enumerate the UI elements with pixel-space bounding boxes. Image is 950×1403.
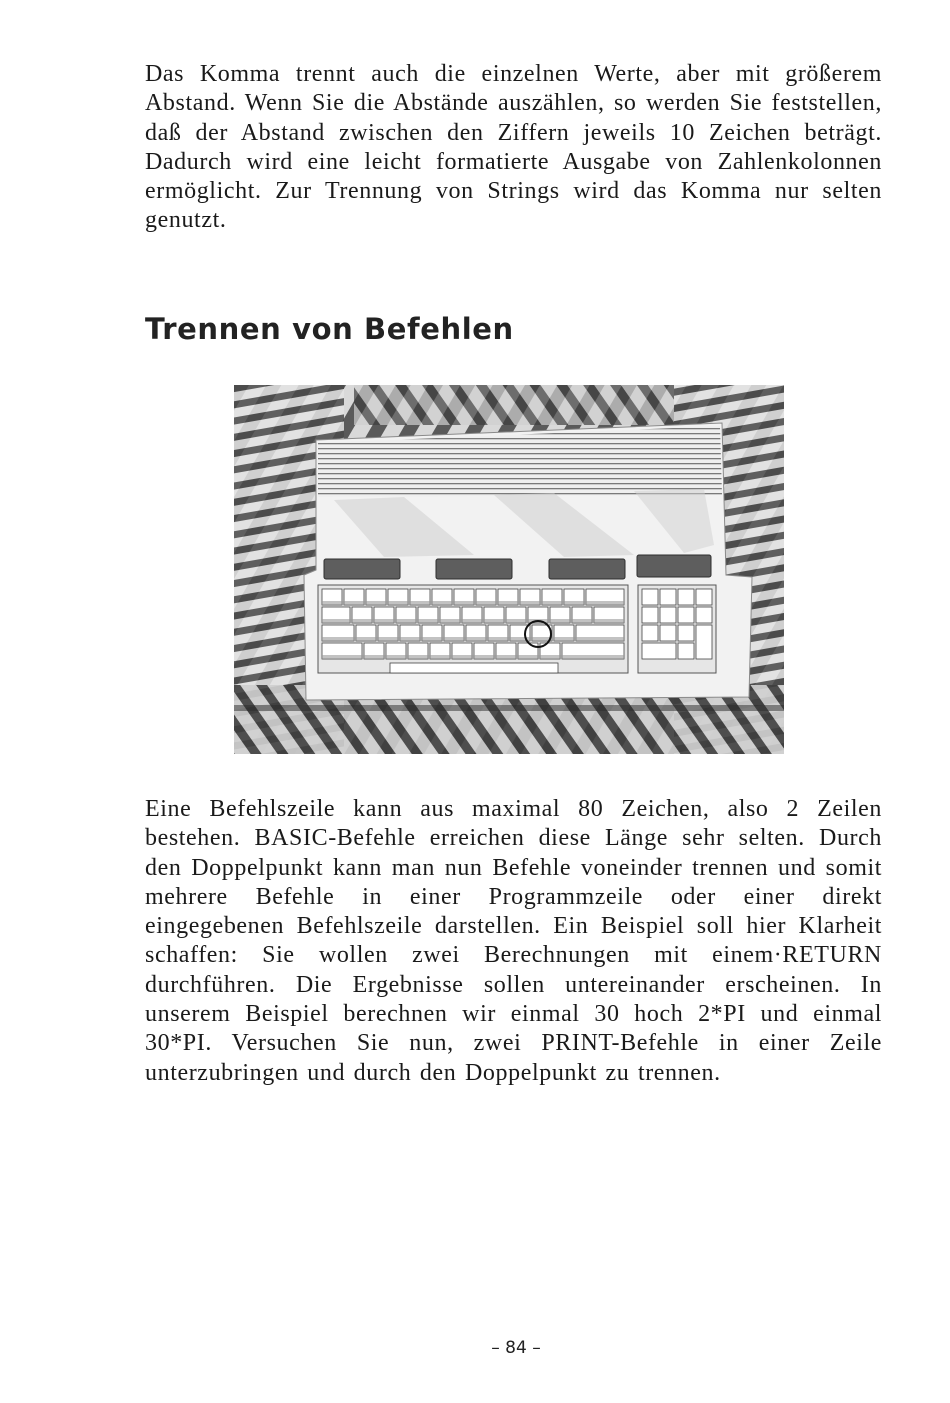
body-paragraph-1: Das Komma trennt auch die einzelnen Werte, aber mit größerem Abstand. Wenn Sie die Abstände auszählen, so werden Sie feststellen, daß der Abstand zwischen den Ziffern jeweils 10 Zeichen beträgt. Dadurch wird eine leicht formatierte Ausgabe von Zahlenkolonnen ermöglicht. Zur Trennung von Strings wird das Komma nur selten genutzt. (145, 61, 882, 234)
page-number: – 84 – (491, 1338, 541, 1358)
section-heading: Trennen von Befehlen (145, 312, 514, 346)
keyboard-photo (234, 385, 784, 754)
body-paragraph-2: Eine Befehlszeile kann aus maximal 80 Zeichen, also 2 Zeilen bestehen. BASIC-Befehle erreichen diese Länge sehr selten. Durch den Doppelpunkt kann man nun Befehle voneinder trennen und somit mehrere Befehle in einer Programmzeile oder einer direkt eingegebenen Befehlszeile darstellen. Ein Beispiel soll hier Klarheit schaffen: Sie wollen zwei Berechnungen mit einem·RETURN durchführen. Die Ergebnisse sollen untereinander erscheinen. In unserem Beispiel berechnen wir einmal 30 hoch 2*PI und einmal 30*PI. Versuchen Sie nun, zwei PRINT-Befehle in einer Zeile unterzubringen und durch den Doppelpunkt zu trennen. (145, 796, 882, 1086)
